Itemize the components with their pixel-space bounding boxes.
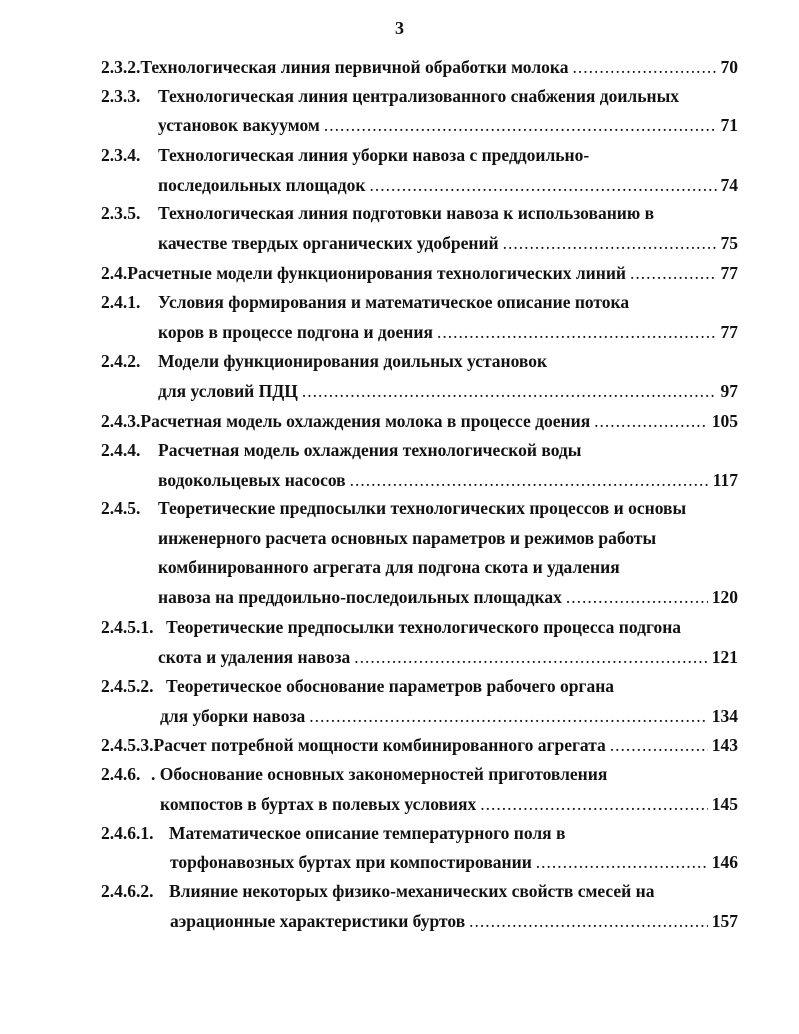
toc-entry-title-cont: коров в процессе подгона и доения: [158, 322, 433, 342]
toc-entry-title-cont: аэрационные характеристики буртов: [170, 911, 466, 931]
toc-entry-page: 143: [711, 735, 738, 755]
toc-entry-number: 2.4.1.: [101, 292, 141, 312]
toc-entry-title-cont: торфонавозных буртах при компостировании: [170, 852, 532, 872]
toc-entry-page: 120: [711, 587, 738, 607]
toc-leader-dots: [536, 847, 708, 877]
toc-entry-number: 2.4.: [101, 263, 128, 283]
toc-entry-title-cont: для условий ПДЦ: [158, 381, 298, 401]
toc-entry-page: 70: [720, 57, 738, 77]
toc-leader-dots: [503, 228, 717, 258]
toc-entry-page: 146: [711, 852, 738, 872]
toc-entry-title: Влияние некоторых физико-механических свойств смесей на: [169, 881, 655, 901]
toc-entry-title-cont: установок вакуумом: [158, 115, 320, 135]
toc-entry-title: Условия формирования и математическое описание потока: [158, 292, 630, 312]
toc-entry-number: 2.4.5.3.: [101, 735, 154, 755]
toc-entry-title: Технологическая линия первичной обработки молока: [140, 57, 569, 77]
toc-entry-number: 2.3.5.: [101, 203, 141, 223]
toc-entry-title: Модели функционирования доильных установок: [158, 351, 548, 371]
toc-entry-number: 2.4.5.: [101, 498, 141, 518]
toc-entry-title: Расчетная модель охлаждения технологической воды: [158, 440, 582, 460]
toc-entry-title: Расчетные модели функционирования технологических линий: [127, 263, 627, 283]
toc-leader-dots: [350, 465, 709, 495]
toc-entry-title: Теоретическое обоснование параметров рабочего органа: [166, 676, 615, 696]
toc-leader-dots: [610, 730, 708, 760]
toc-leader-dots: [309, 701, 707, 731]
toc-entry-title: Математическое описание температурного поля в: [169, 823, 566, 843]
toc-entry-page: 71: [720, 115, 738, 135]
toc-leader-dots: [566, 582, 708, 612]
toc-entry-number: 2.4.3.: [101, 411, 141, 431]
toc-leader-dots: [630, 258, 716, 288]
toc-entry-title-cont: скота и удаления навоза: [158, 647, 351, 667]
toc-entry-number: 2.4.6.: [101, 764, 141, 784]
toc-leader-dots: [572, 52, 716, 82]
toc-leader-dots: [369, 170, 716, 200]
toc-entry-title: Теоретические предпосылки технологических процессов и основы: [158, 498, 687, 518]
toc-entry-number: 2.3.4.: [101, 145, 141, 165]
toc-entry-number: 2.3.3.: [101, 86, 141, 106]
toc-leader-dots: [480, 789, 707, 819]
toc-entry-page: 105: [711, 411, 738, 431]
toc-entry-title-cont: комбинированного агрегата для подгона скота и удаления: [158, 557, 620, 577]
toc-entry-title: Технологическая линия подготовки навоза к использованию в: [158, 203, 655, 223]
toc-entry-page: 157: [711, 911, 738, 931]
page-number: 3: [395, 18, 404, 38]
toc-entry-title-cont: инженерного расчета основных параметров и режимов работы: [158, 528, 657, 548]
toc-entry-number: 2.4.6.2.: [101, 881, 154, 901]
toc-leader-dots: [469, 906, 708, 936]
toc-entry-page: 75: [720, 233, 738, 253]
toc-entry-title: . Обоснование основных закономерностей приготовления: [151, 764, 608, 784]
toc-entry-page: 97: [720, 381, 738, 401]
toc-leader-dots: [354, 642, 708, 672]
toc-entry-page: 77: [720, 263, 738, 283]
toc-leader-dots: [302, 376, 717, 406]
toc-leader-dots: [324, 110, 717, 140]
toc-entry-page: 121: [711, 647, 738, 667]
toc-entry-title: Технологическая линия уборки навоза с преддоильно-: [158, 145, 590, 165]
toc-leader-dots: [437, 317, 717, 347]
toc-entry-page: 145: [711, 794, 738, 814]
toc-entry-title-cont: компостов в буртах в полевых условиях: [160, 794, 477, 814]
toc-entry-number: 2.4.2.: [101, 351, 141, 371]
toc-entry-title-cont: для уборки навоза: [160, 706, 306, 726]
toc-entry-title: Технологическая линия централизованного снабжения доильных: [158, 86, 679, 106]
toc-entry-title-cont: качестве твердых органических удобрений: [158, 233, 499, 253]
toc-entry-page: 77: [720, 322, 738, 342]
toc-entry-page: 74: [720, 175, 738, 195]
toc-entry-title-cont: водокольцевых насосов: [158, 470, 346, 490]
toc-entry-number: 2.4.5.2.: [101, 676, 154, 696]
toc-entry-number: 2.4.5.1.: [101, 617, 154, 637]
toc-entry-title-cont: последоильных площадок: [158, 175, 366, 195]
toc-entry-page: 117: [712, 470, 738, 490]
toc-leader-dots: [594, 406, 708, 436]
toc-entry-page: 134: [711, 706, 738, 726]
toc-entry-title: Расчет потребной мощности комбинированного агрегата: [153, 735, 606, 755]
toc-entry-number: 2.3.2.: [101, 57, 141, 77]
toc-entry-number: 2.4.4.: [101, 440, 141, 460]
toc-entry-title: Теоретические предпосылки технологического процесса подгона: [166, 617, 682, 637]
toc-entry-title-cont: навоза на преддоильно-последоильных площадках: [158, 587, 562, 607]
toc-entry-title: Расчетная модель охлаждения молока в процессе доения: [140, 411, 591, 431]
toc-entry-number: 2.4.6.1.: [101, 823, 154, 843]
